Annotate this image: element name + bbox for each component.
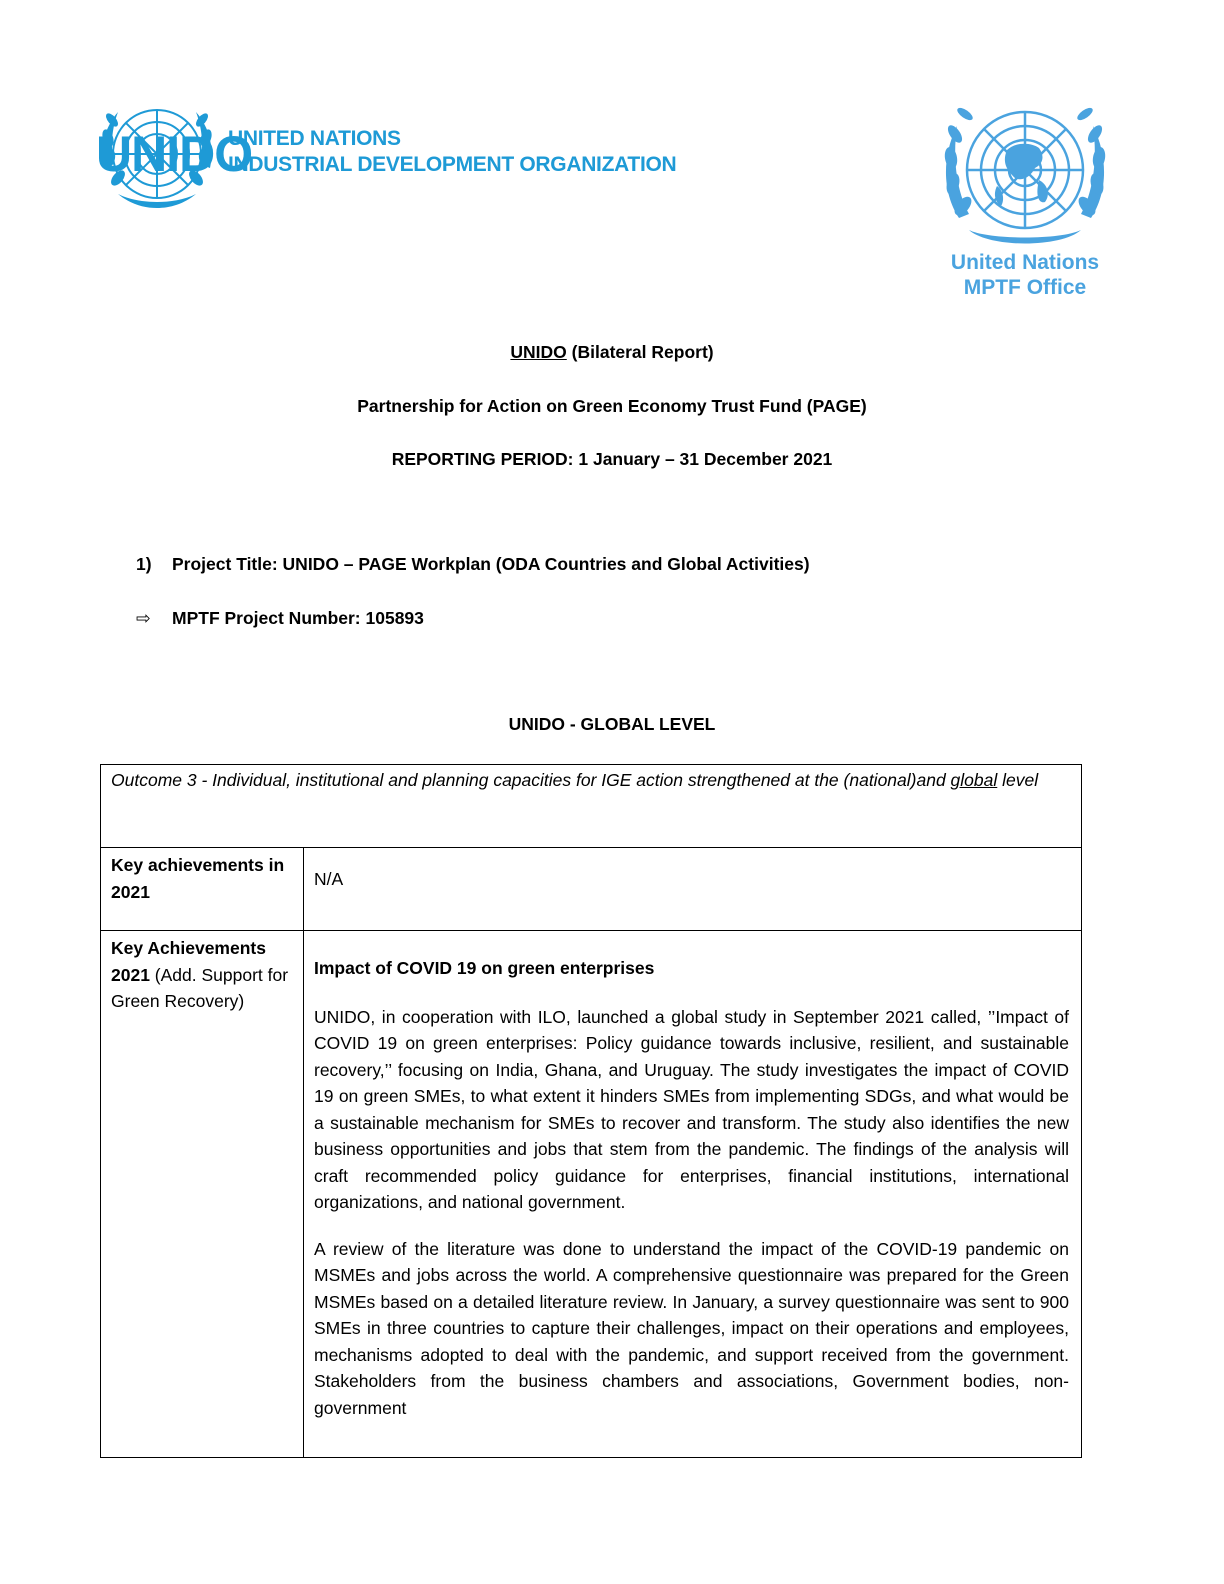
row-label-rest: (Add. Support for Green Recovery) bbox=[111, 964, 289, 1011]
report-org: UNIDO bbox=[510, 342, 567, 362]
unido-logo bbox=[96, 98, 696, 210]
outcome-row bbox=[101, 765, 1082, 848]
un-emblem-icon bbox=[935, 98, 1115, 258]
row-label-cell bbox=[101, 931, 304, 1458]
outcome-text-underlined: global bbox=[950, 770, 998, 790]
un-mptf-logo bbox=[930, 98, 1120, 308]
row-label-bold: Key Achievements 2021 bbox=[111, 938, 266, 985]
reporting-period: REPORTING PERIOD: 1 January – 31 December 2021 bbox=[391, 449, 833, 469]
literature-review-paragraph: A review of the literature was done to understand the impact of the COVID-19 pandemic on MSMEs and jobs across the world. A comprehensive questionnaire was prepared for the Green MSMEs based on a detailed literature review. In January, a survey questionnaire was sent to 900 SMEs in three countries to capture their challenges, impact on their operations and employees, mechanisms adopted to deal with the pandemic, and support received from the government. Stakeholders from the business chambers and associations, Government bodies, non-government bbox=[314, 1238, 1069, 1418]
unido-name-line1: UNITED NATIONS bbox=[228, 127, 401, 150]
outcome-table bbox=[100, 764, 1082, 1458]
un-mptf-caption bbox=[930, 250, 1120, 300]
project-number-line bbox=[136, 608, 424, 629]
covid-impact-heading: Impact of COVID 19 on green enterprises bbox=[314, 958, 655, 978]
outcome-text-part1: Outcome 3 - Individual, institutional and planning capacities for IGE action strengthened at the (national)and bbox=[111, 770, 951, 790]
report-type: (Bilateral Report) bbox=[566, 342, 714, 362]
fund-title: Partnership for Action on Green Economy Trust Fund (PAGE) bbox=[357, 396, 867, 416]
unido-wordmark: UNIDO bbox=[96, 126, 253, 182]
report-heading bbox=[0, 342, 1224, 363]
table-row bbox=[101, 848, 1082, 931]
row-value-cell bbox=[304, 848, 1082, 931]
unido-name-line2: INDUSTRIAL DEVELOPMENT ORGANIZATION bbox=[228, 153, 677, 176]
row-label: Key achievements in 2021 bbox=[111, 855, 285, 902]
outcome-text-part2: level bbox=[997, 770, 1039, 790]
un-caption-line1: United Nations bbox=[950, 251, 1100, 274]
project-title-line bbox=[136, 554, 810, 575]
row-value: N/A bbox=[314, 869, 344, 889]
covid-study-paragraph: UNIDO, in cooperation with ILO, launched a global study in September 2021 called, ’’Impact of COVID 19 on green enterprises: Policy guidance towards inclusive, resilient, and sustainable recovery,’’ focusing on India, Ghana, and Uruguay. The study investigates the impact of COVID 19 on green SMEs, to what extent it hinders SMEs from implementing SDGs, and what would be a sustainable mechanism for SMEs to recover and transform. The study also identifies the new business opportunities and jobs that stem from the pandemic. The findings of the analysis will craft recommended policy guidance for enterprises, financial institutions, international organizations, and national government. bbox=[314, 1006, 1069, 1212]
section-title: UNIDO - GLOBAL LEVEL bbox=[508, 714, 716, 734]
outcome-cell bbox=[101, 765, 1082, 848]
table-row bbox=[101, 931, 1082, 1458]
row-label-cell bbox=[101, 848, 304, 931]
row-value-cell bbox=[304, 931, 1082, 1458]
project-number: MPTF Project Number: 105893 bbox=[172, 608, 424, 628]
project-title-marker: 1) bbox=[136, 554, 152, 574]
unido-full-name bbox=[228, 126, 676, 178]
project-title: Project Title: UNIDO – PAGE Workplan (ODA Countries and Global Activities) bbox=[172, 554, 810, 574]
un-caption-line2: MPTF Office bbox=[963, 276, 1087, 299]
arrow-right-icon: ⇨ bbox=[136, 608, 151, 628]
